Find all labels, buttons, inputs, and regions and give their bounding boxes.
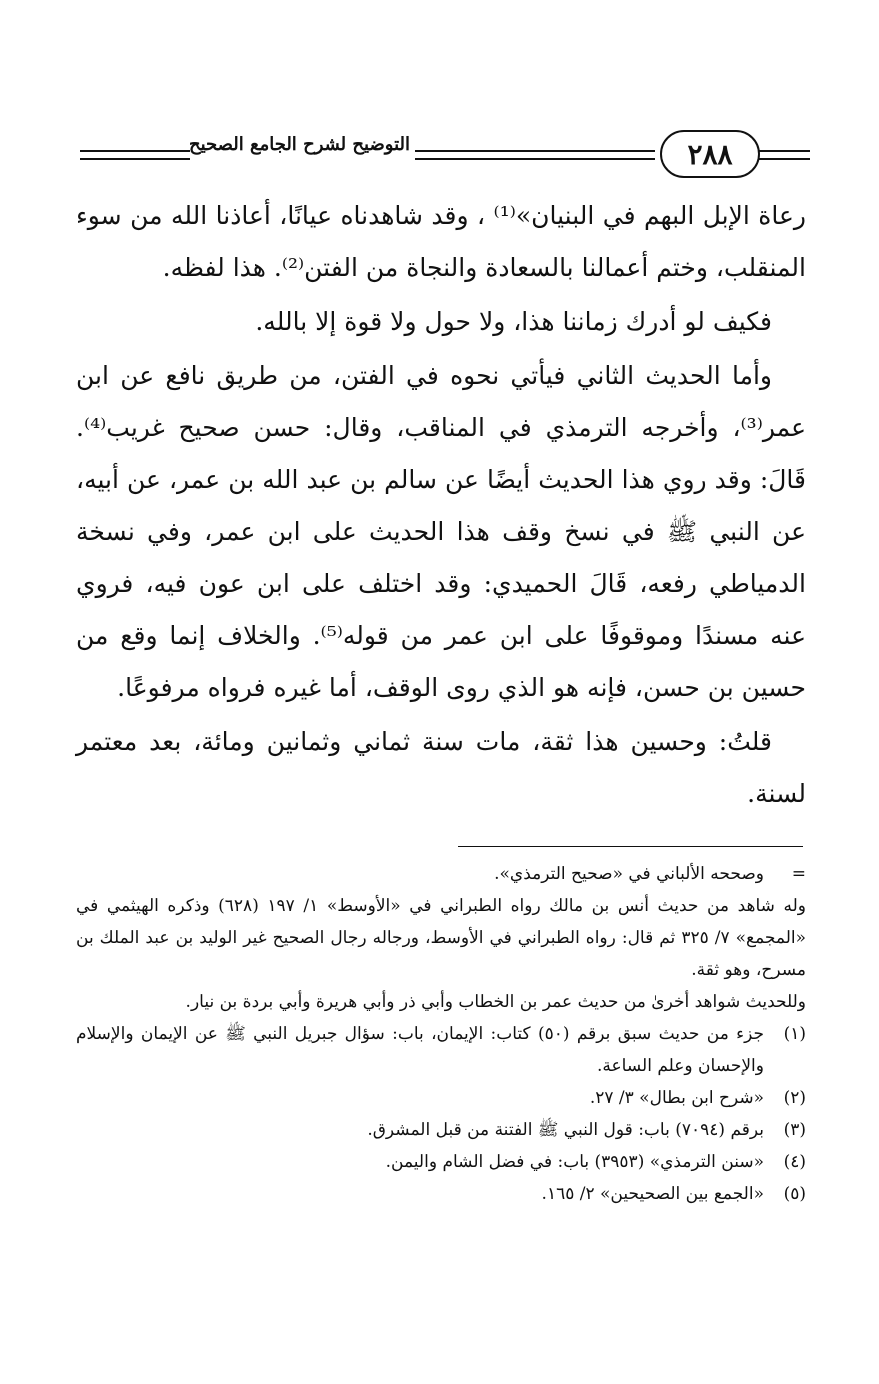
footnote-divider (458, 846, 803, 847)
footnote-marker: = (791, 864, 806, 884)
paragraph: فكيف لو أدرك زماننا هذا، ولا حول ولا قوة إلا بالله. (255, 307, 772, 336)
footnote-continuation-text: وله شاهد من حديث أنس بن مالك رواه الطبراني في «الأوسط» ١/ ١٩٧ (٦٢٨) وذكره الهيثمي في «المجمع» ٧/ ٣٢٥ ثم قال: رواه الطبراني في الأوسط، ورجاله رجال الصحيح غير الوليد بن عبد الملك بن مسرح، وهو ثقة. (76, 896, 807, 980)
footnote-marker: (٥) (783, 1184, 806, 1204)
footnote-item (76, 1178, 806, 1210)
paragraph: قلتُ: وحسين هذا ثقة، مات سنة ثماني وثمانين ومائة، بعد معتمر لسنة. (76, 727, 806, 808)
footnotes (76, 858, 806, 1210)
footnote-item (76, 1146, 806, 1178)
footnote-marker: (٤) (783, 1152, 806, 1172)
footnote-item (76, 1018, 806, 1082)
footnote-text: برقم (٧٠٩٤) باب: قول النبي ﷺ الفتنة من قبل المشرق. (367, 1120, 764, 1140)
footnote-text: «سنن الترمذي» (٣٩٥٣) باب: في فضل الشام واليمن. (385, 1152, 764, 1172)
page-number: ٢٨٨ (660, 130, 760, 178)
book-title: التوضيح لشرح الجامع الصحيح (188, 134, 410, 155)
footnote-item (76, 1114, 806, 1146)
footnote-continuation-text: وللحديث شواهد أخرىٰ من حديث عمر بن الخطاب وأبي ذر وأبي هريرة وأبي بردة بن نيار. (185, 992, 806, 1012)
footnote-text: جزء من حديث سبق برقم (٥٠) كتاب: الإيمان، باب: سؤال جبريل النبي ﷺ عن الإيمان والإسلام والإحسان وعلم الساعة. (76, 1024, 764, 1076)
paragraph: رعاة الإبل البهم في البنيان»⁽¹⁾ ، وقد شاهدناه عيانًا، أعاذنا الله من سوء المنقلب، وختم أعمالنا بالسعادة والنجاة من الفتن⁽²⁾. هذا لفظه. (76, 201, 806, 282)
main-text (76, 190, 806, 820)
header-rule-middle (415, 150, 655, 160)
page-header (70, 128, 810, 178)
footnote-marker: (٢) (783, 1088, 806, 1108)
footnote-marker: (١) (783, 1024, 806, 1044)
footnote-marker: (٣) (783, 1120, 806, 1140)
footnote-text: «الجمع بين الصحيحين» ٢/ ١٦٥. (541, 1184, 764, 1204)
footnote-continuation (76, 858, 806, 890)
footnote-text: «شرح ابن بطال» ٣/ ٢٧. (589, 1088, 764, 1108)
footnote-text: وصححه الألباني في «صحيح الترمذي». (494, 864, 764, 884)
header-rule-left (80, 150, 190, 160)
footnote-item (76, 1082, 806, 1114)
paragraph: وأما الحديث الثاني فيأتي نحوه في الفتن، من طريق نافع عن ابن عمر⁽³⁾، وأخرجه الترمذي في المناقب، وقال: حسن صحيح غريب⁽⁴⁾. قَالَ: وقد روي هذا الحديث أيضًا عن سالم بن عبد الله بن عمر، عن أبيه، عن النبي ﷺ في نسخ وقف هذا الحديث على ابن عمر، وفي نسخة الدمياطي رفعه، قَالَ الحميدي: وقد اختلف على ابن عون فيه، فروي عنه مسندًا وموقوفًا على ابن عمر من قوله⁽⁵⁾. والخلاف إنما وقع من حسين بن حسن، فإنه هو الذي روى الوقف، أما غيره فرواه مرفوعًا. (76, 361, 806, 702)
